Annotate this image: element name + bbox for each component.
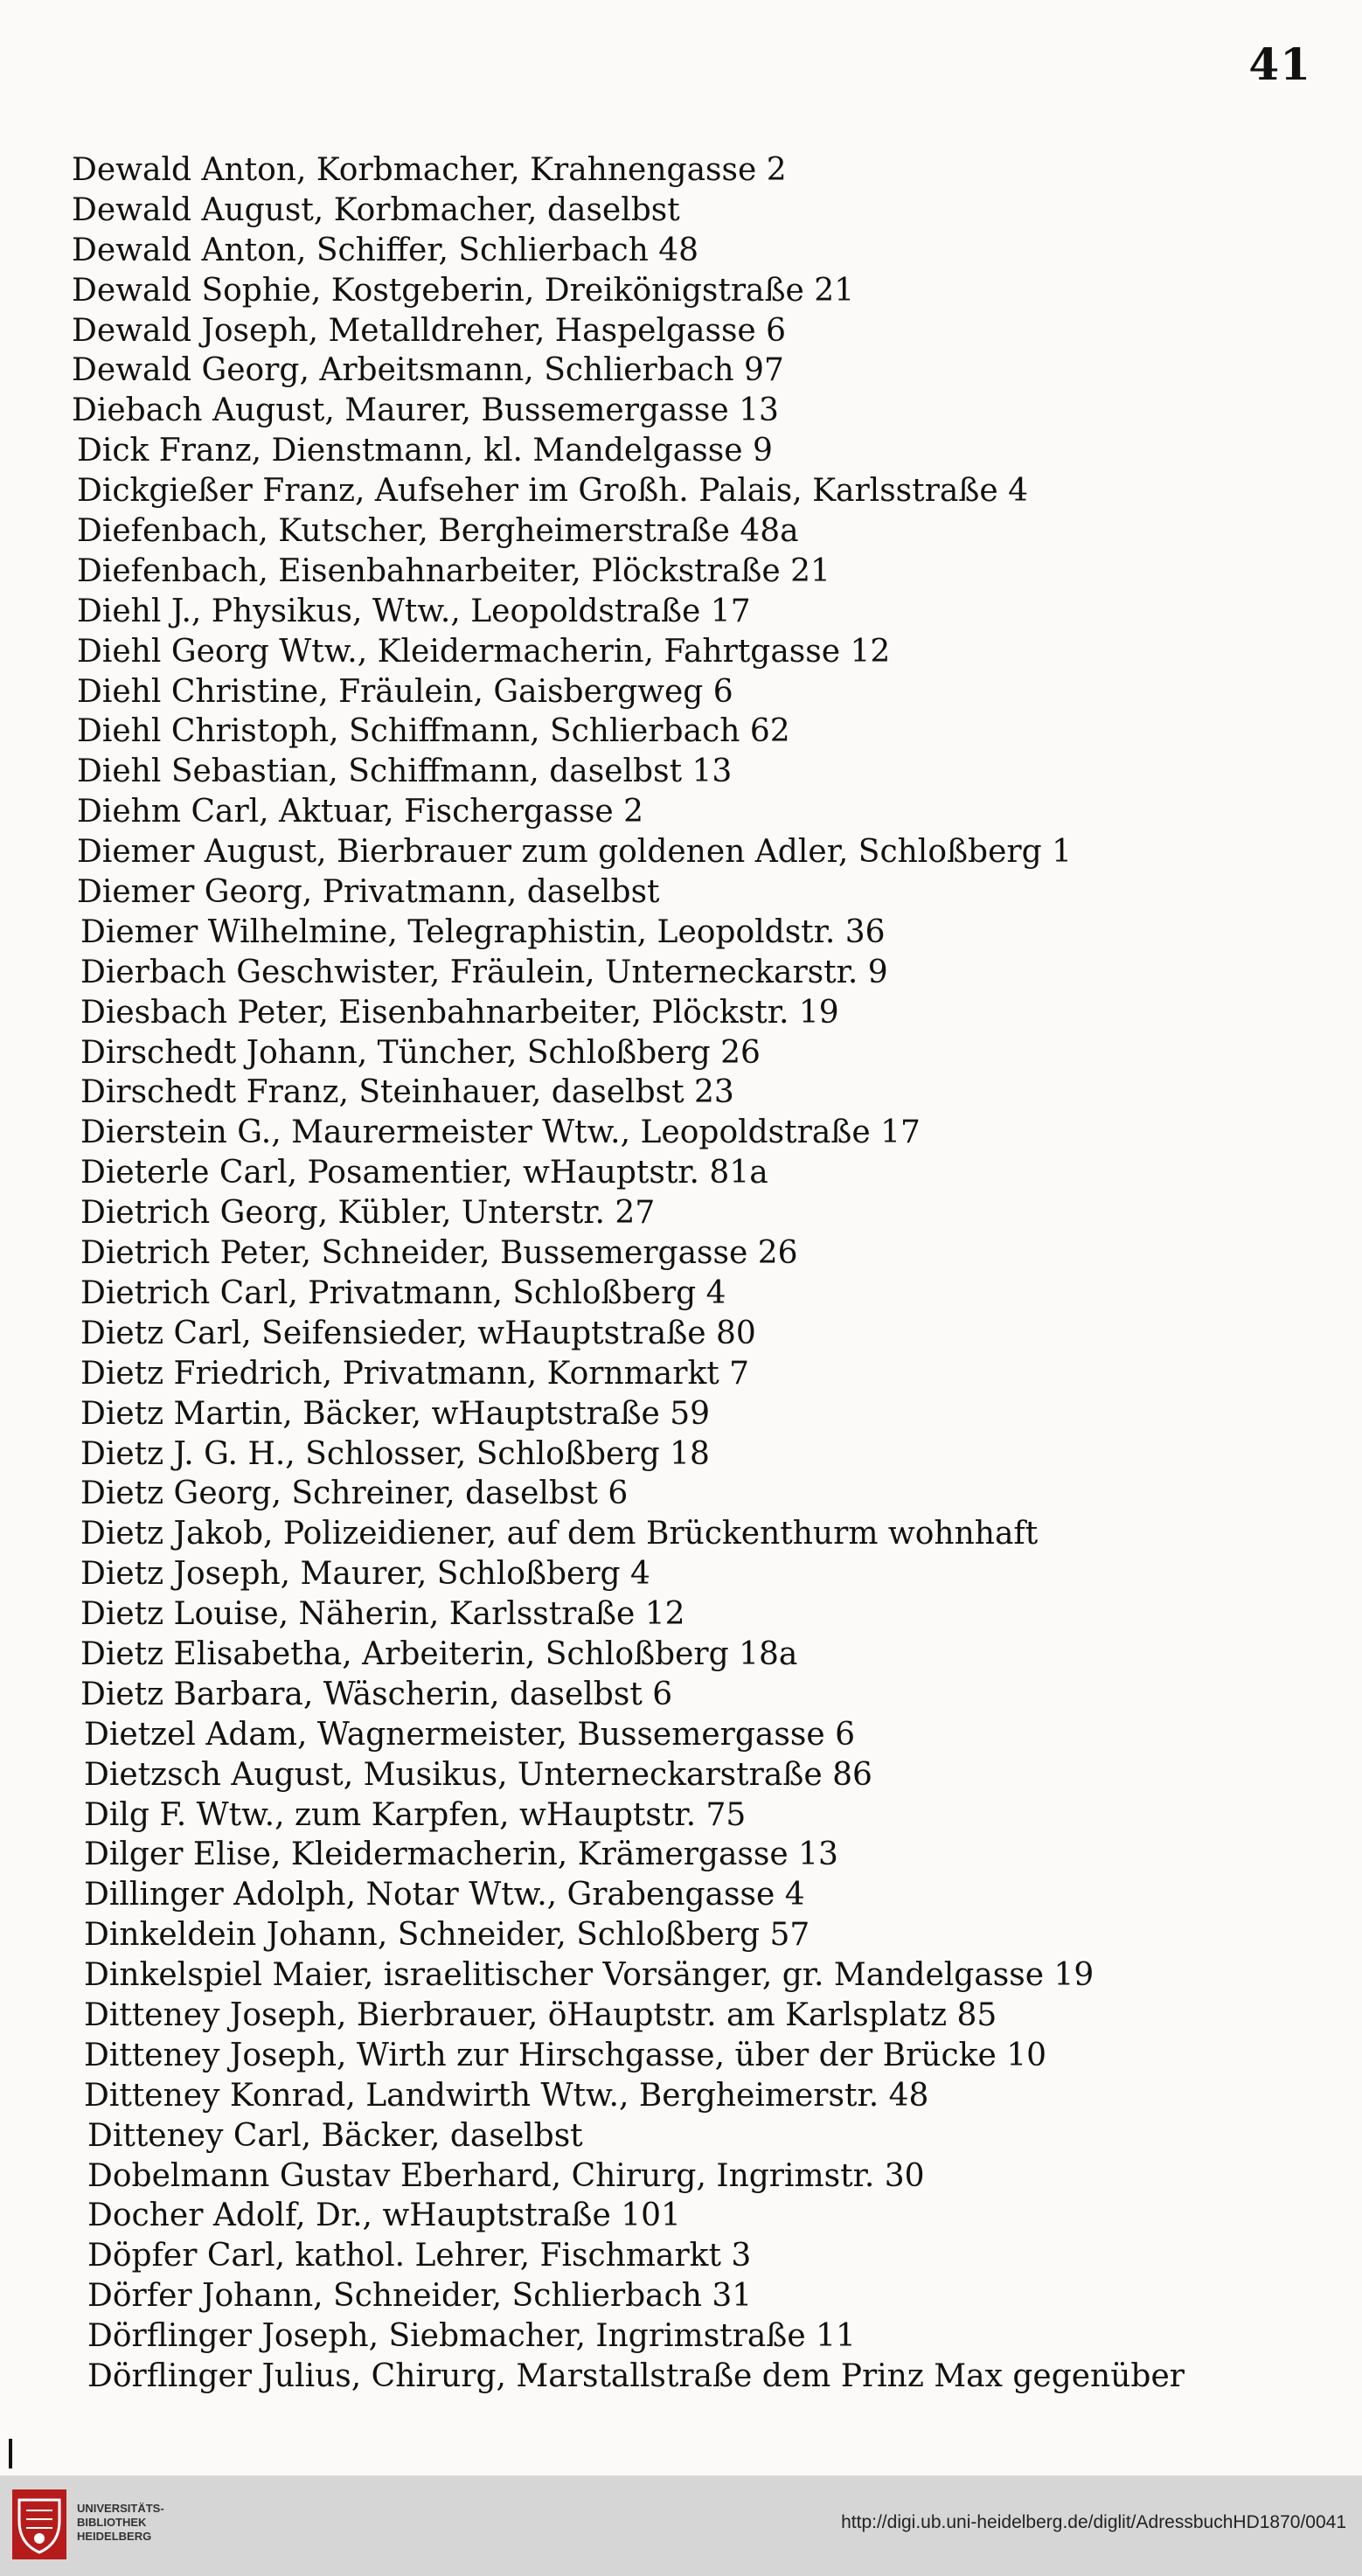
directory-entry: Ditteney Joseph, Wirth zur Hirschgasse, über der Brücke 10 (84, 2037, 1047, 2073)
directory-entry: Dietz Barbara, Wäscherin, daselbst 6 (80, 1676, 673, 1712)
directory-entry: Dillinger Adolph, Notar Wtw., Grabengasse 4 (84, 1877, 805, 1913)
directory-entry: Dewald Joseph, Metalldreher, Haspelgasse 6 (72, 312, 787, 349)
directory-entry: Dietzel Adam, Wagnermeister, Bussemergasse 6 (84, 1716, 855, 1753)
directory-entry: Diehl J., Physikus, Wtw., Leopoldstraße 17 (77, 593, 751, 629)
directory-entry: Dietrich Georg, Kübler, Unterstr. 27 (80, 1195, 656, 1232)
directory-entries (72, 150, 1331, 2397)
directory-entry: Diehl Sebastian, Schiffmann, daselbst 13 (77, 753, 733, 790)
directory-entry: Dieterle Carl, Posamentier, wHauptstr. 81a (80, 1155, 768, 1191)
directory-entry: Dörflinger Joseph, Siebmacher, Ingrimstraße 11 (87, 2318, 856, 2355)
directory-entry: Diesbach Peter, Eisenbahnarbeiter, Plöckstr. 19 (80, 994, 839, 1031)
directory-entry: Dinkelspiel Maier, israelitischer Vorsänger, gr. Mandelgasse 19 (84, 1957, 1094, 1994)
directory-entry: Dietrich Peter, Schneider, Bussemergasse 26 (80, 1235, 798, 1272)
library-name (77, 2502, 164, 2544)
directory-entry: Dietz Georg, Schreiner, daselbst 6 (80, 1475, 629, 1512)
directory-entry: Dinkeldein Johann, Schneider, Schloßberg 57 (84, 1917, 810, 1954)
directory-entry: Dobelmann Gustav Eberhard, Chirurg, Ingrimstr. 30 (87, 2157, 925, 2194)
directory-entry: Ditteney Carl, Bäcker, daselbst (87, 2117, 583, 2154)
directory-entry: Diemer August, Bierbrauer zum goldenen Adler, Schloßberg 1 (77, 834, 1072, 871)
directory-entry: Docher Adolf, Dr., wHauptstraße 101 (87, 2198, 681, 2234)
directory-entry: Dierstein G., Maurermeister Wtw., Leopoldstraße 17 (80, 1114, 921, 1151)
directory-entry: Dietzsch August, Musikus, Unterneckarstraße 86 (84, 1756, 872, 1793)
directory-entry: Dewald Georg, Arbeitsmann, Schlierbach 97 (72, 352, 784, 389)
directory-entry: Dörfer Johann, Schneider, Schlierbach 31 (87, 2278, 753, 2315)
directory-entry: Dietrich Carl, Privatmann, Schloßberg 4 (80, 1274, 726, 1311)
directory-entry: Dewald Sophie, Kostgeberin, Dreikönigstraße 21 (72, 272, 855, 309)
directory-entry: Ditteney Konrad, Landwirth Wtw., Bergheimerstr. 48 (84, 2077, 929, 2114)
directory-entry: Diemer Georg, Privatmann, daselbst (77, 874, 660, 911)
directory-entry: Dietz J. G. H., Schlosser, Schloßberg 18 (80, 1435, 710, 1472)
directory-entry: Dewald August, Korbmacher, daselbst (72, 191, 680, 228)
directory-entry: Dörflinger Julius, Chirurg, Marstallstraße dem Prinz Max gegenüber (87, 2357, 1185, 2394)
margin-mark (9, 2439, 12, 2468)
directory-entry: Diebach August, Maurer, Bussemergasse 13 (72, 392, 779, 429)
page-number: 41 (1248, 38, 1311, 90)
directory-entry: Dirschedt Johann, Tüncher, Schloßberg 26 (80, 1034, 761, 1071)
directory-entry: Dietz Martin, Bäcker, wHauptstraße 59 (80, 1395, 711, 1432)
directory-entry: Diemer Wilhelmine, Telegraphistin, Leopoldstr. 36 (80, 913, 886, 950)
library-name-line: BIBLIOTHEK (77, 2516, 147, 2529)
library-footer (0, 2475, 1362, 2576)
directory-entry: Dietz Elisabetha, Arbeiterin, Schloßberg 18a (80, 1635, 798, 1672)
directory-entry: Diehl Christine, Fräulein, Gaisbergweg 6 (77, 673, 733, 710)
directory-entry: Dewald Anton, Korbmacher, Krahnengasse 2 (72, 152, 787, 188)
directory-entry: Döpfer Carl, kathol. Lehrer, Fischmarkt 3 (87, 2238, 752, 2274)
directory-entry: Dietz Louise, Näherin, Karlsstraße 12 (80, 1596, 685, 1633)
directory-entry: Dickgießer Franz, Aufseher im Großh. Palais, Karlsstraße 4 (77, 473, 1028, 510)
source-url-link[interactable]: http://digi.ub.uni-heidelberg.de/diglit/AdressbuchHD1870/0041 (841, 2512, 1346, 2532)
directory-entry: Dilger Elise, Kleidermacherin, Krämergasse 13 (84, 1837, 838, 1873)
directory-entry: Dilg F. Wtw., zum Karpfen, wHauptstr. 75 (84, 1796, 747, 1833)
library-name-line: HEIDELBERG (77, 2530, 152, 2543)
directory-entry: Dietz Friedrich, Privatmann, Kornmarkt 7 (80, 1355, 750, 1392)
directory-entry: Diefenbach, Kutscher, Bergheimerstraße 48a (77, 513, 799, 550)
directory-entry: Dick Franz, Dienstmann, kl. Mandelgasse 9 (77, 433, 773, 469)
directory-entry: Dietz Carl, Seifensieder, wHauptstraße 80 (80, 1315, 756, 1351)
directory-entry: Diefenbach, Eisenbahnarbeiter, Plöckstraße 21 (77, 552, 830, 589)
library-name-line: UNIVERSITÄTS- (77, 2502, 164, 2515)
directory-entry: Dietz Joseph, Maurer, Schloßberg 4 (80, 1556, 650, 1593)
directory-entry: Ditteney Joseph, Bierbrauer, öHauptstr. am Karlsplatz 85 (84, 1996, 997, 2033)
directory-entry: Dewald Anton, Schiffer, Schlierbach 48 (72, 232, 699, 268)
directory-entry: Diehl Christoph, Schiffmann, Schlierbach 62 (77, 713, 790, 750)
directory-entry: Dierbach Geschwister, Fräulein, Unterneckarstr. 9 (80, 954, 888, 990)
directory-entry: Dirschedt Franz, Steinhauer, daselbst 23 (80, 1074, 734, 1111)
directory-entry: Dietz Jakob, Polizeidiener, auf dem Brückenthurm wohnhaft (80, 1516, 1039, 1552)
directory-entry: Diehm Carl, Aktuar, Fischergasse 2 (77, 794, 644, 830)
directory-entry: Diehl Georg Wtw., Kleidermacherin, Fahrtgasse 12 (77, 633, 891, 670)
university-seal-icon (12, 2489, 66, 2559)
